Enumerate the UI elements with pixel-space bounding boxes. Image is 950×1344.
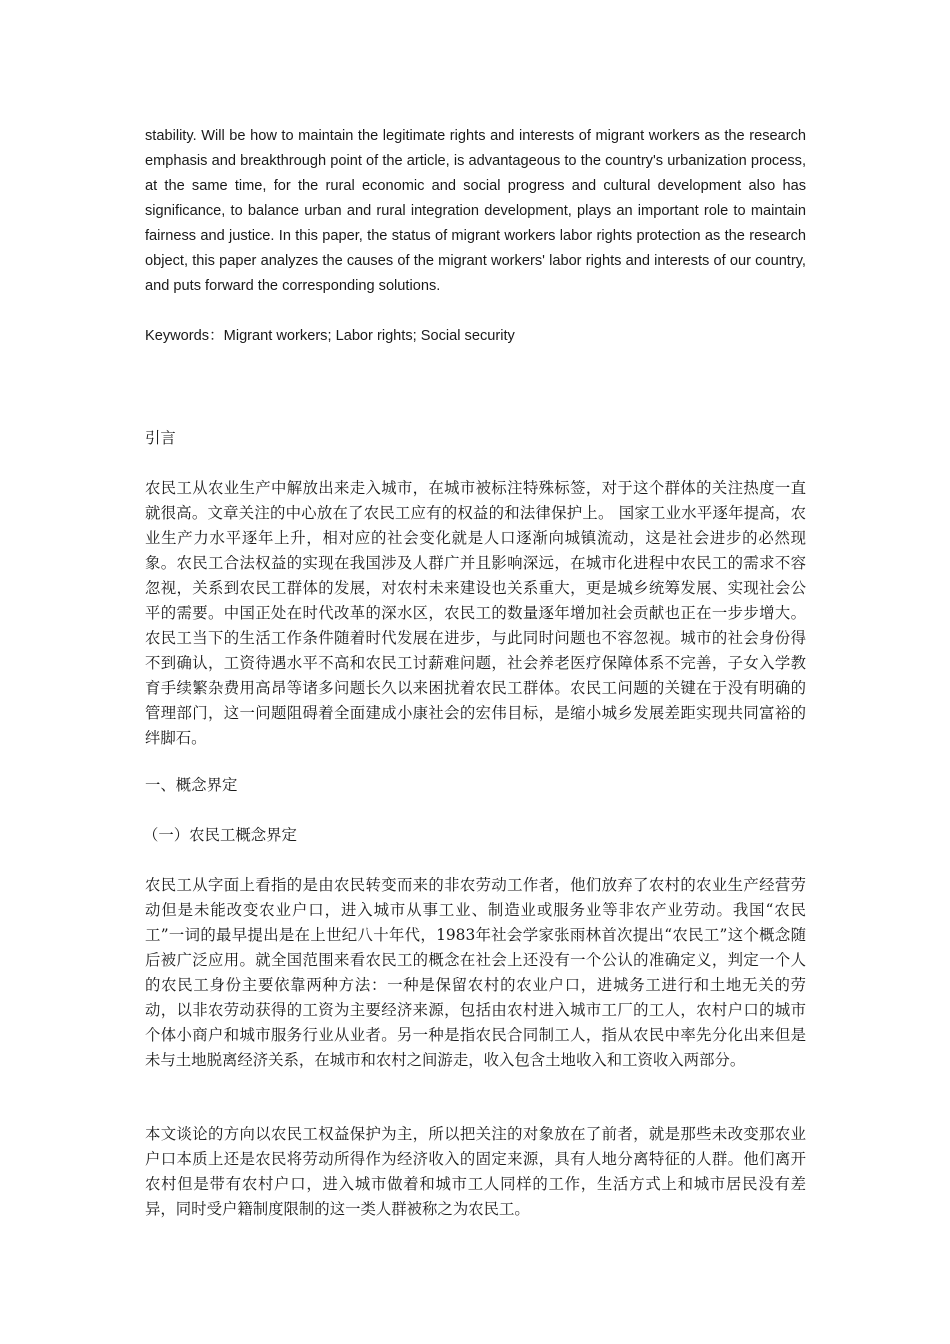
keywords-label: Keywords： [145, 328, 224, 344]
keywords-list: Migrant workers; Labor rights; Social security [223, 328, 515, 344]
concept-paragraph-2: 本文谈论的方向以农民工权益保护为主，所以把关注的对象放在了前者，就是那些未改变那农业户口本质上还是农民将劳动所得作为经济收入的固定来源，具有人地分离特征的人群。他们离开农村但是带有农村户口，进入城市做着和城市工人同样的工作，生活方式上和城市居民没有差异，同时受户籍制度限制的这一类人群被称之为农民工。 [145, 1125, 806, 1218]
concept-paragraph-1: 农民工从字面上看指的是由农民转变而来的非农劳动工作者，他们放弃了农村的农业生产经营劳动但是未能改变农业户口，进入城市从事工业、制造业或服务业等非农产业劳动。我国“农民工”一词的最早提出是在上世纪八十年代，1983年社会学家张雨林首次提出“农民工”这个概念随后被广泛应用。就全国范围来看农民工的概念在社会上还没有一个公认的准确定义，判定一个人的农民工身份主要依靠两种方法：一种是保留农村的农业户口，进城务工进行和土地无关的劳动，以非农劳动获得的工资为主要经济来源，包括由农村进入城市工厂的工人，农村户口的城市个体小商户和城市服务行业从业者。另一种是指农民合同制工人，指从农民中率先分化出来但是未与土地脱离经济关系，在城市和农村之间游走，收入包含土地收入和工资收入两部分。 [145, 876, 806, 1069]
subsection-heading-migrant-worker-concept: （一）农民工概念界定 [143, 826, 297, 844]
introduction-heading: 引言 [145, 429, 176, 447]
section-heading-concept-definition: 一、概念界定 [145, 776, 238, 794]
keywords-line [145, 324, 806, 349]
introduction-paragraph: 农民工从农业生产中解放出来走入城市，在城市被标注特殊标签，对于这个群体的关注热度一直就很高。文章关注的中心放在了农民工应有的权益的和法律保护上。 国家工业水平逐年提高，农业生产力水平逐年上升，相对应的社会变化就是人口逐渐向城镇流动，这是社会进步的必然现象。农民工合法权益的实现在我国涉及人群广并且影响深远，在城市化进程中农民工的需求不容忽视，关系到农民工群体的发展，对农村未来建设也关系重大，更是城乡统筹发展、实现社会公平的需要。中国正处在时代改革的深水区，农民工的数量逐年增加社会贡献也正在一步步增大。农民工当下的生活工作条件随着时代发展在进步，与此同时问题也不容忽视。城市的社会身份得不到确认，工资待遇水平不高和农民工讨薪难问题，社会养老医疗保障体系不完善，子女入学教育手续繁杂费用高昂等诸多问题长久以来困扰着农民工群体。农民工问题的关键在于没有明确的管理部门，这一问题阻碍着全面建成小康社会的宏伟目标，是缩小城乡发展差距实现共同富裕的绊脚石。 [145, 479, 806, 747]
english-abstract-paragraph: stability. Will be how to maintain the legitimate rights and interests of migrant workers as the research emphasis and breakthrough point of the article, is advantageous to the country's urbanization process, at the same time, for the rural economic and social progress and cultural development also has significance, to balance urban and rural integration development, plays an important role to maintain fairness and justice. In this paper, the status of migrant workers labor rights protection as the research object, this paper analyzes the causes of the migrant workers' labor rights and interests of our country, and puts forward the corresponding solutions. [145, 128, 806, 294]
